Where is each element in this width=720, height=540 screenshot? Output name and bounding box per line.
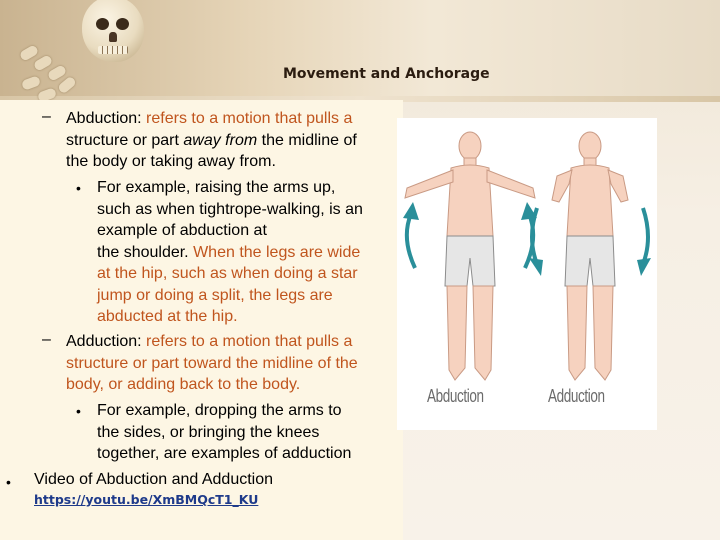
abduction-example-legs: When the legs are wide bbox=[188, 243, 361, 261]
video-label: Video of Abduction and Adduction bbox=[34, 471, 274, 488]
abduction-example-line-1: For example, raising the arms up, bbox=[97, 179, 336, 196]
abduction-line-2 bbox=[66, 130, 357, 152]
abduction-term: Abduction: bbox=[66, 110, 142, 127]
sub-bullet: • bbox=[76, 180, 81, 196]
adduction-example-line-1: For example, dropping the arms to bbox=[97, 402, 342, 419]
adduction-line-1 bbox=[66, 331, 352, 353]
adduction-term: Adduction: bbox=[66, 333, 142, 350]
main-bullet: • bbox=[6, 474, 11, 490]
adduction-body bbox=[552, 132, 628, 380]
adduction-definition: refers to a motion that pulls a bbox=[141, 333, 353, 350]
abduction-line-2-end: the midline of bbox=[257, 131, 357, 149]
abduction-example-line-2: such as when tightrope-walking, is an bbox=[97, 200, 363, 218]
abduction-adduction-figure bbox=[397, 118, 657, 430]
sub-bullet: • bbox=[76, 403, 81, 419]
abduction-body bbox=[405, 132, 535, 380]
abduction-line-1 bbox=[66, 108, 352, 130]
adduction-arrow-right-head bbox=[637, 258, 651, 276]
abduction-figure-label: Abduction bbox=[427, 386, 484, 406]
skull-icon bbox=[82, 0, 144, 62]
abduction-emphasis: away from bbox=[178, 131, 258, 149]
abduction-example-line-5: at the hip, such as when doing a star bbox=[97, 265, 358, 282]
list-dash: – bbox=[42, 331, 51, 348]
abduction-line-3: the body or taking away from. bbox=[66, 153, 276, 170]
adduction-line-3: body, or adding back to the body. bbox=[66, 376, 301, 393]
adduction-line-2: structure or part toward the midline of the bbox=[66, 354, 358, 372]
abduction-example-line-7: abducted at the hip. bbox=[97, 308, 238, 325]
abduction-example-line-4 bbox=[97, 242, 360, 264]
abduction-definition: refers to a motion that pulls a bbox=[141, 110, 353, 127]
adduction-example-line-3: together, are examples of adduction bbox=[97, 445, 352, 462]
adduction-example-line-2: the sides, or bringing the knees bbox=[97, 423, 320, 441]
abduction-example-shoulder: the shoulder. bbox=[97, 243, 189, 261]
slide-title: Movement and Anchorage bbox=[283, 66, 490, 82]
abduction-line-2-text: structure or part bbox=[66, 131, 179, 149]
abduction-arrow-left-head bbox=[403, 202, 419, 220]
adduction-arrow-left-head bbox=[529, 258, 543, 276]
video-link[interactable]: https://youtu.be/XmBMQcT1_KU bbox=[34, 492, 259, 507]
abduction-arrow-left bbox=[407, 214, 415, 268]
abduction-example-line-3: example of abduction at bbox=[97, 222, 267, 239]
list-dash: – bbox=[42, 108, 51, 125]
figure-illustration bbox=[397, 118, 657, 430]
adduction-figure-label: Adduction bbox=[548, 386, 605, 406]
adduction-arrow-right bbox=[643, 208, 648, 264]
abduction-example-line-6: jump or doing a split, the legs are bbox=[97, 286, 333, 304]
